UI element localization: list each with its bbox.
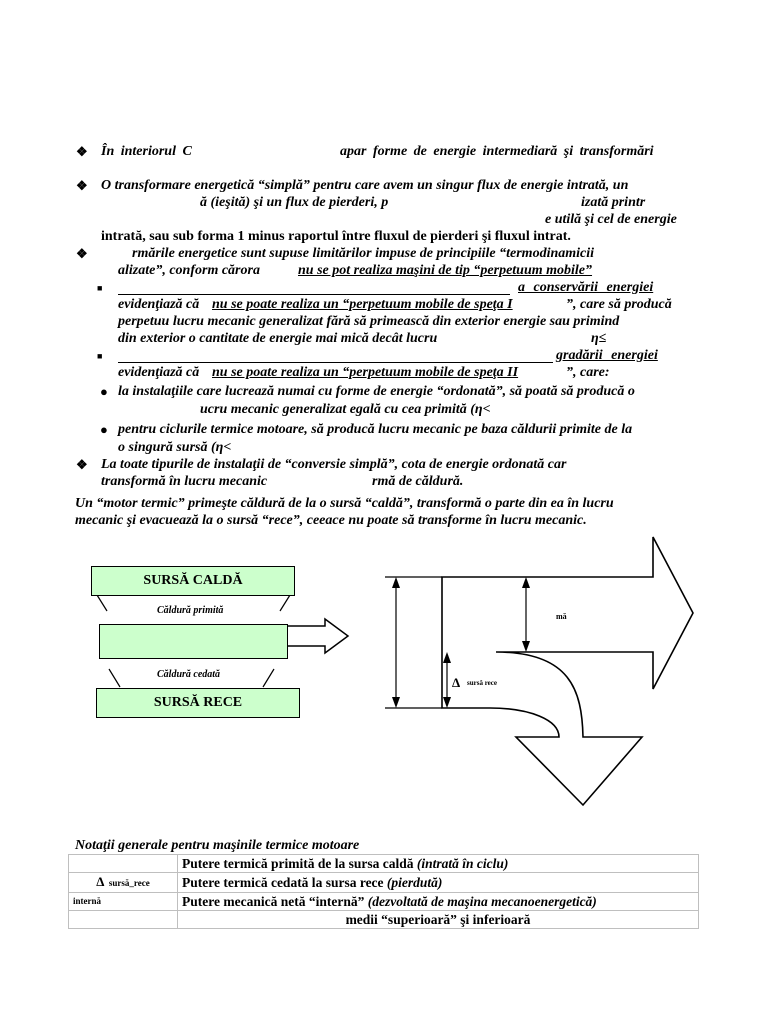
s1-line-1a: evidenţiază că (118, 297, 200, 312)
cold-source-box: SURSĂ RECE (96, 688, 300, 718)
p5-line-1: Un “motor termic” primeşte căldură de la o sursă “caldă”, transformă o parte din ea în lucru (75, 496, 614, 511)
engine-box (99, 624, 288, 659)
table-row (69, 855, 699, 873)
d2-line-1: pentru ciclurile termice motoare, să producă lucru mecanic pe baza căldurii primite de la (118, 422, 633, 437)
heat-received-label: Căldură primită (157, 605, 224, 616)
work-output-arrow (287, 619, 348, 653)
cold-source-label: sursă rece (467, 679, 497, 687)
arrow-label: mă (556, 612, 567, 621)
p4-line-2a: transformă în lucru mecanic (101, 474, 268, 489)
energy-flow-arrow (442, 537, 693, 805)
s1-heading: a conservării energiei (518, 280, 654, 295)
p4-line-1: La toate tipurile de instalaţii de “conversie simplă”, cota de energie ordonată car (101, 457, 567, 472)
d2-line-2: o singură sursă (η< (118, 440, 232, 455)
square-bullet-icon: ■ (97, 351, 103, 361)
hot-source-box: SURSĂ CALDĂ (91, 566, 295, 596)
table-row (69, 893, 699, 911)
dot-bullet-icon: ● (100, 422, 108, 437)
p2-line-4: intrată, sau sub forma 1 minus raportul între fluxul de pierderi şi fluxul intrat. (101, 229, 571, 244)
diamond-bullet-icon: ❖ (76, 178, 88, 193)
description-cell: medii “superioară” şi inferioară (178, 911, 699, 929)
s2-line-1b: nu se poate realiza un “perpetuum mobile de speţa II (212, 365, 519, 380)
p3-line-2a: alizate”, conform cărora (118, 263, 260, 278)
symbol-cell (69, 855, 178, 873)
notation-table (68, 854, 699, 929)
diamond-bullet-icon: ❖ (76, 457, 88, 472)
s2-heading: gradării energiei (556, 348, 658, 363)
p4-line-2b: rmă de căldură. (372, 474, 464, 489)
table-caption: Notaţii generale pentru maşinile termice motoare (75, 838, 360, 853)
s1-line-1b: nu se poate realiza un “perpetuum mobile de speţa I (212, 297, 513, 312)
description-cell: Putere termică cedată la sursa rece (pierdută) (178, 873, 699, 893)
s1-line-3-symbol: η≤ (591, 331, 607, 346)
p2-line-1: O transformare energetică “simplă” pentru care avem un singur flux de energie intrată, un (101, 178, 629, 193)
p3-line-1: rmările energetice sunt supuse limitărilor impuse de principiile “termodinamicii (132, 246, 595, 261)
table-row (69, 873, 699, 893)
d1-line-2: ucru mecanic generalizat egală cu cea primită (η< (200, 402, 491, 417)
square-bullet-icon: ■ (97, 283, 103, 293)
symbol-cell (69, 911, 178, 929)
p3-line-2b: nu se pot realiza maşini de tip “perpetuum mobile” (298, 263, 593, 278)
s1-line-3: din exterior o cantitate de energie mai mică decât lucru (118, 331, 438, 346)
s1-line-2: perpetuu lucru mecanic generalizat fără să primească din exterior energie sau primind (118, 314, 620, 329)
p1-text-a: În interiorul C (101, 144, 192, 159)
diamond-bullet-icon: ❖ (76, 144, 88, 159)
symbol-cell: internă (69, 893, 178, 911)
diamond-bullet-icon: ❖ (76, 246, 88, 261)
symbol-cell: Δ sursă_rece (69, 873, 178, 893)
delta-symbol: Δ (452, 675, 461, 690)
p2-line-3: e utilă şi cel de energie (545, 212, 677, 227)
p5-line-2: mecanic şi evacuează la o sursă “rece”, ceeace nu poate să transforme în lucru mecanic. (75, 513, 587, 528)
heat-released-label: Căldură cedată (157, 669, 221, 680)
p2-line-2a: ă (ieşită) şi un flux de pierderi, p (200, 195, 389, 210)
d1-line-1: la instalaţiile care lucrează numai cu forme de energie “ordonată”, să poată să producă o (118, 384, 635, 399)
table-row (69, 911, 699, 929)
s2-line-1c: ”, care: (566, 365, 610, 380)
s1-line-1c: ”, care să producă (566, 297, 672, 312)
description-cell: Putere termică primită de la sursa caldă (intrată în ciclu) (178, 855, 699, 873)
dot-bullet-icon: ● (100, 384, 108, 399)
p2-line-2b: izată printr (581, 195, 646, 210)
p1-text-b: apar forme de energie intermediară şi transformări (340, 144, 654, 159)
s2-line-1a: evidenţiază că (118, 365, 200, 380)
description-cell: Putere mecanică netă “internă” (dezvoltată de maşina mecanoenergetică) (178, 893, 699, 911)
